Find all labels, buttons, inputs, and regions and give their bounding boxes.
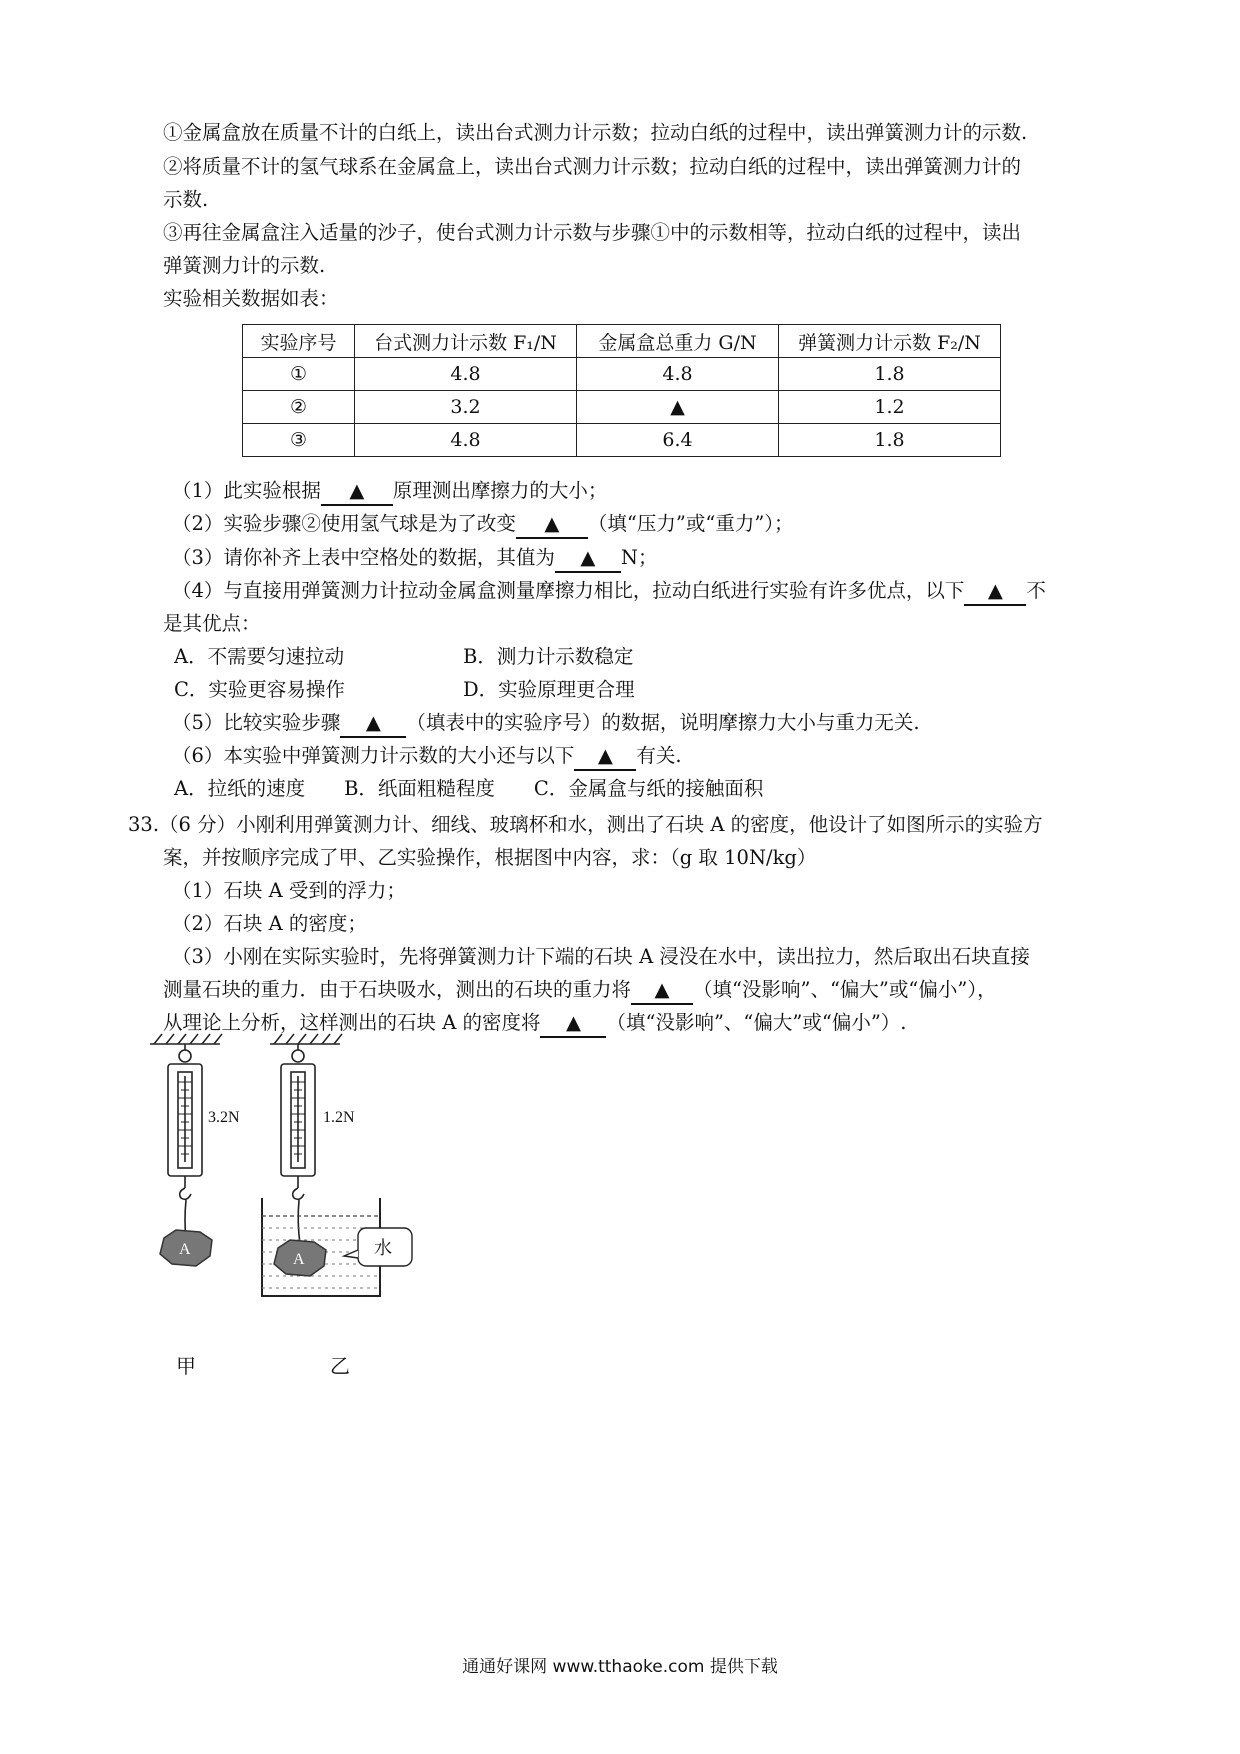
table-cell: ▲ xyxy=(577,391,779,424)
q32-part-3: （3）请你补齐上表中空格处的数据，其值为 ▲ N； xyxy=(172,545,658,573)
table-cell: 3.2 xyxy=(355,391,577,424)
q32-part-6: （6）本实验中弹簧测力计示数的大小还与以下 ▲ 有关. xyxy=(172,743,682,771)
table-header: 台式测力计示数 F₁/N xyxy=(355,325,577,358)
figure-label-yi: 乙 xyxy=(330,1354,350,1378)
spring-scale-jia xyxy=(168,1044,202,1240)
table-intro: 实验相关数据如表： xyxy=(163,287,339,310)
ceiling-hatch-jia xyxy=(150,1034,222,1044)
q32-part-2: （2）实验步骤②使用氢气球是为了改变 ▲ （填“压力”或“重力”）； xyxy=(172,511,794,539)
table-cell: 4.8 xyxy=(355,424,577,457)
q33-head-line-1: 33.（6 分）小刚利用弹簧测力计、细线、玻璃杯和水，测出了石块 A 的密度，他设计了如图所示的实验方 xyxy=(128,813,1043,836)
q32-part-1: （1）此实验根据 ▲ 原理测出摩擦力的大小； xyxy=(172,478,607,506)
answer-blank[interactable]: ▲ xyxy=(340,710,406,738)
table-header: 弹簧测力计示数 F₂/N xyxy=(779,325,1001,358)
answer-blank[interactable]: ▲ xyxy=(555,545,621,573)
table-header: 金属盒总重力 G/N xyxy=(577,325,779,358)
table-cell: ③ xyxy=(243,424,355,457)
table-cell: 4.8 xyxy=(355,358,577,391)
q32-part-5: （5）比较实验步骤 ▲ （填表中的实验序号）的数据，说明摩擦力大小与重力无关. xyxy=(172,710,920,738)
table-header-row xyxy=(243,325,1001,358)
table-cell: 4.8 xyxy=(577,358,779,391)
step-2-line-1: ②将质量不计的氢气球系在金属盒上，读出台式测力计示数；拉动白纸的过程中，读出弹簧测力计的 xyxy=(163,155,1022,178)
q33-part-1: （1）石块 A 受到的浮力； xyxy=(172,879,406,902)
reading-jia: 3.2N xyxy=(208,1109,240,1126)
q32-part-4-cont: 是其优点： xyxy=(163,612,261,635)
option-d: D．实验原理更合理 xyxy=(463,678,635,701)
step-1: ①金属盒放在质量不计的白纸上，读出台式测力计示数；拉动白纸的过程中，读出弹簧测力计的示数. xyxy=(163,121,1028,144)
step-3-line-2: 弹簧测力计的示数. xyxy=(163,254,326,277)
q32-part-4: （4）与直接用弹簧测力计拉动金属盒测量摩擦力相比，拉动白纸进行实验有许多优点，以下 ▲ 不 xyxy=(172,578,1046,606)
table-cell: ① xyxy=(243,358,355,391)
stone-label-yi: A xyxy=(293,1251,305,1268)
table-cell: 1.2 xyxy=(779,391,1001,424)
q33-part-3-line-3: 从理论上分析，这样测出的石块 A 的密度将 ▲ （填“没影响”、“偏大”或“偏小”）. xyxy=(163,1010,907,1038)
water-label: 水 xyxy=(374,1238,392,1259)
stone-label-jia: A xyxy=(179,1241,191,1258)
option-b: B．测力计示数稳定 xyxy=(463,645,634,668)
q33-part-3-line-1: （3）小刚在实际实验时，先将弹簧测力计下端的石块 A 浸没在水中，读出拉力，然后取出石块直接 xyxy=(172,945,1030,968)
q33-part-2: （2）石块 A 的密度； xyxy=(172,912,367,935)
experiment-figure xyxy=(140,1030,480,1330)
option-a: A．不需要匀速拉动 xyxy=(174,645,345,668)
step-3-line-1: ③再往金属盒注入适量的沙子，使台式测力计示数与步骤①中的示数相等，拉动白纸的过程中，读出 xyxy=(163,221,1022,244)
q33-part-3-line-2: 测量石块的重力．由于石块吸水，测出的石块的重力将 ▲ （填“没影响”、“偏大”或“偏小”）， xyxy=(163,977,997,1005)
answer-blank[interactable]: ▲ xyxy=(631,977,693,1005)
q33-head-line-2: 案，并按顺序完成了甲、乙实验操作，根据图中内容，求：（g 取 10N/kg） xyxy=(163,846,817,869)
table-row xyxy=(243,358,1001,391)
step-2-line-2: 示数. xyxy=(163,188,209,211)
figure-label-jia: 甲 xyxy=(176,1354,196,1378)
answer-blank[interactable]: ▲ xyxy=(321,478,393,506)
table-cell: 1.8 xyxy=(779,358,1001,391)
table-cell: 1.8 xyxy=(779,424,1001,457)
answer-blank[interactable]: ▲ xyxy=(574,743,636,771)
q32-part-6-options: A．拉纸的速度 B．纸面粗糙程度 C．金属盒与纸的接触面积 xyxy=(174,777,764,800)
ceiling-hatch-yi xyxy=(270,1034,342,1044)
table-header: 实验序号 xyxy=(243,325,355,358)
option-c: C．实验更容易操作 xyxy=(174,678,345,701)
answer-blank[interactable]: ▲ xyxy=(964,578,1026,606)
data-table xyxy=(242,324,1001,457)
reading-yi: 1.2N xyxy=(323,1109,355,1126)
spring-scale-yi xyxy=(281,1044,315,1244)
table-row xyxy=(243,391,1001,424)
page-footer: 通通好课网 www.tthaoke.com 提供下载 xyxy=(462,1657,778,1677)
table-row xyxy=(243,424,1001,457)
answer-blank[interactable]: ▲ xyxy=(540,1010,606,1038)
table-cell: 6.4 xyxy=(577,424,779,457)
answer-blank[interactable]: ▲ xyxy=(516,511,588,539)
table-cell: ② xyxy=(243,391,355,424)
